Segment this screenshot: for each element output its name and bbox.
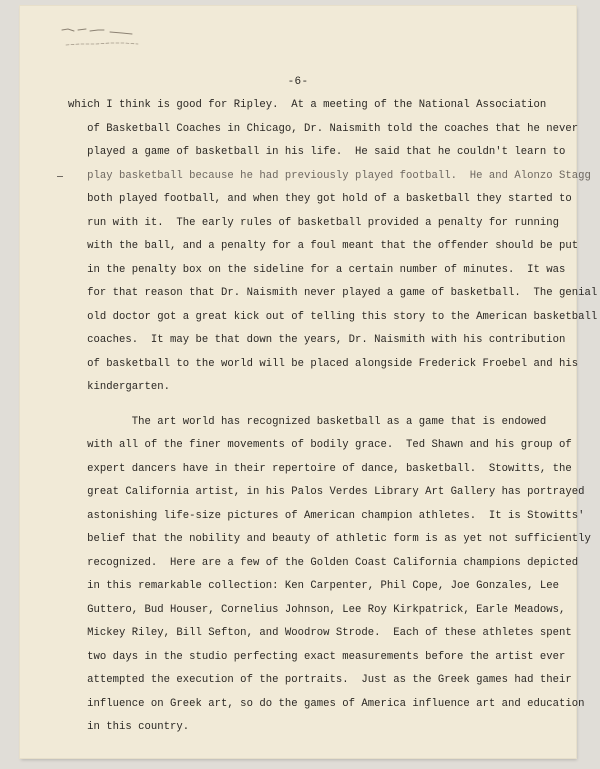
text-line: Guttero, Bud Houser, Cornelius Johnson, Lee Roy Kirkpatrick, Earle Meadows,: [68, 603, 566, 616]
text-line: played a game of basketball in his life. He said that he couldn't learn to: [68, 146, 566, 158]
text-line: belief that the nobility and beauty of athletic form is as yet not sufficiently: [68, 533, 591, 545]
text-line: in the penalty box on the sideline for a certain number of minutes. It was: [68, 263, 566, 276]
text-line: astonishing life-size pictures of American champion athletes. It is Stowitts': [68, 509, 585, 522]
text-line: with the ball, and a penalty for a foul meant that the offender should be put: [68, 240, 579, 252]
page-number: -6-: [287, 76, 309, 88]
document-page: [20, 6, 598, 758]
text-line: both played football, and when they got hold of a basketball they started to: [68, 193, 572, 205]
text-line: play basketball because he had previously played football. He and Alonzo Stagg: [68, 169, 591, 182]
paragraph-1: [68, 94, 598, 400]
text-line: Mickey Riley, Bill Sefton, and Woodrow Strode. Each of these athletes spent: [68, 627, 572, 639]
text-line: two days in the studio perfecting exact measurements before the artist ever: [68, 650, 566, 663]
text-line: in this country.: [68, 721, 190, 733]
text-line: kindergarten.: [68, 381, 171, 393]
text-line: expert dancers have in their repertoire of dance, basketball. Stowitts, the: [68, 462, 572, 475]
text-line: old doctor got a great kick out of telling this story to the American basketball: [68, 310, 598, 323]
pencil-scribble-mark: [58, 26, 158, 56]
text-line: recognized. Here are a few of the Golden Coast California champions depicted: [68, 556, 579, 569]
text-line: with all of the finer movements of bodily grace. Ted Shawn and his group of: [68, 439, 572, 451]
text-line: influence on Greek art, so do the games of America influence art and education: [68, 697, 585, 710]
text-line: coaches. It may be that down the years, Dr. Naismith with his contribution: [68, 334, 566, 346]
text-line: run with it. The early rules of basketball provided a penalty for running: [68, 216, 560, 229]
paragraph-2: [68, 411, 591, 740]
text-line: for that reason that Dr. Naismith never played a game of basketball. The genial: [68, 287, 598, 299]
text-line: The art world has recognized basketball as a game that is endowed: [68, 415, 547, 428]
body-text: [68, 94, 598, 740]
text-line: in this remarkable collection: Ken Carpenter, Phil Cope, Joe Gonzales, Lee: [68, 580, 560, 592]
text-line: of basketball to the world will be placed alongside Frederick Froebel and his: [68, 357, 579, 370]
text-line: attempted the execution of the portraits. Just as the Greek games had their: [68, 674, 572, 686]
text-line: great California artist, in his Palos Verdes Library Art Gallery has portrayed: [68, 486, 585, 498]
text-line: which I think is good for Ripley. At a meeting of the National Association: [68, 99, 547, 111]
margin-pencil-tick: [57, 176, 63, 177]
text-line: of Basketball Coaches in Chicago, Dr. Naismith told the coaches that he never: [68, 122, 579, 135]
